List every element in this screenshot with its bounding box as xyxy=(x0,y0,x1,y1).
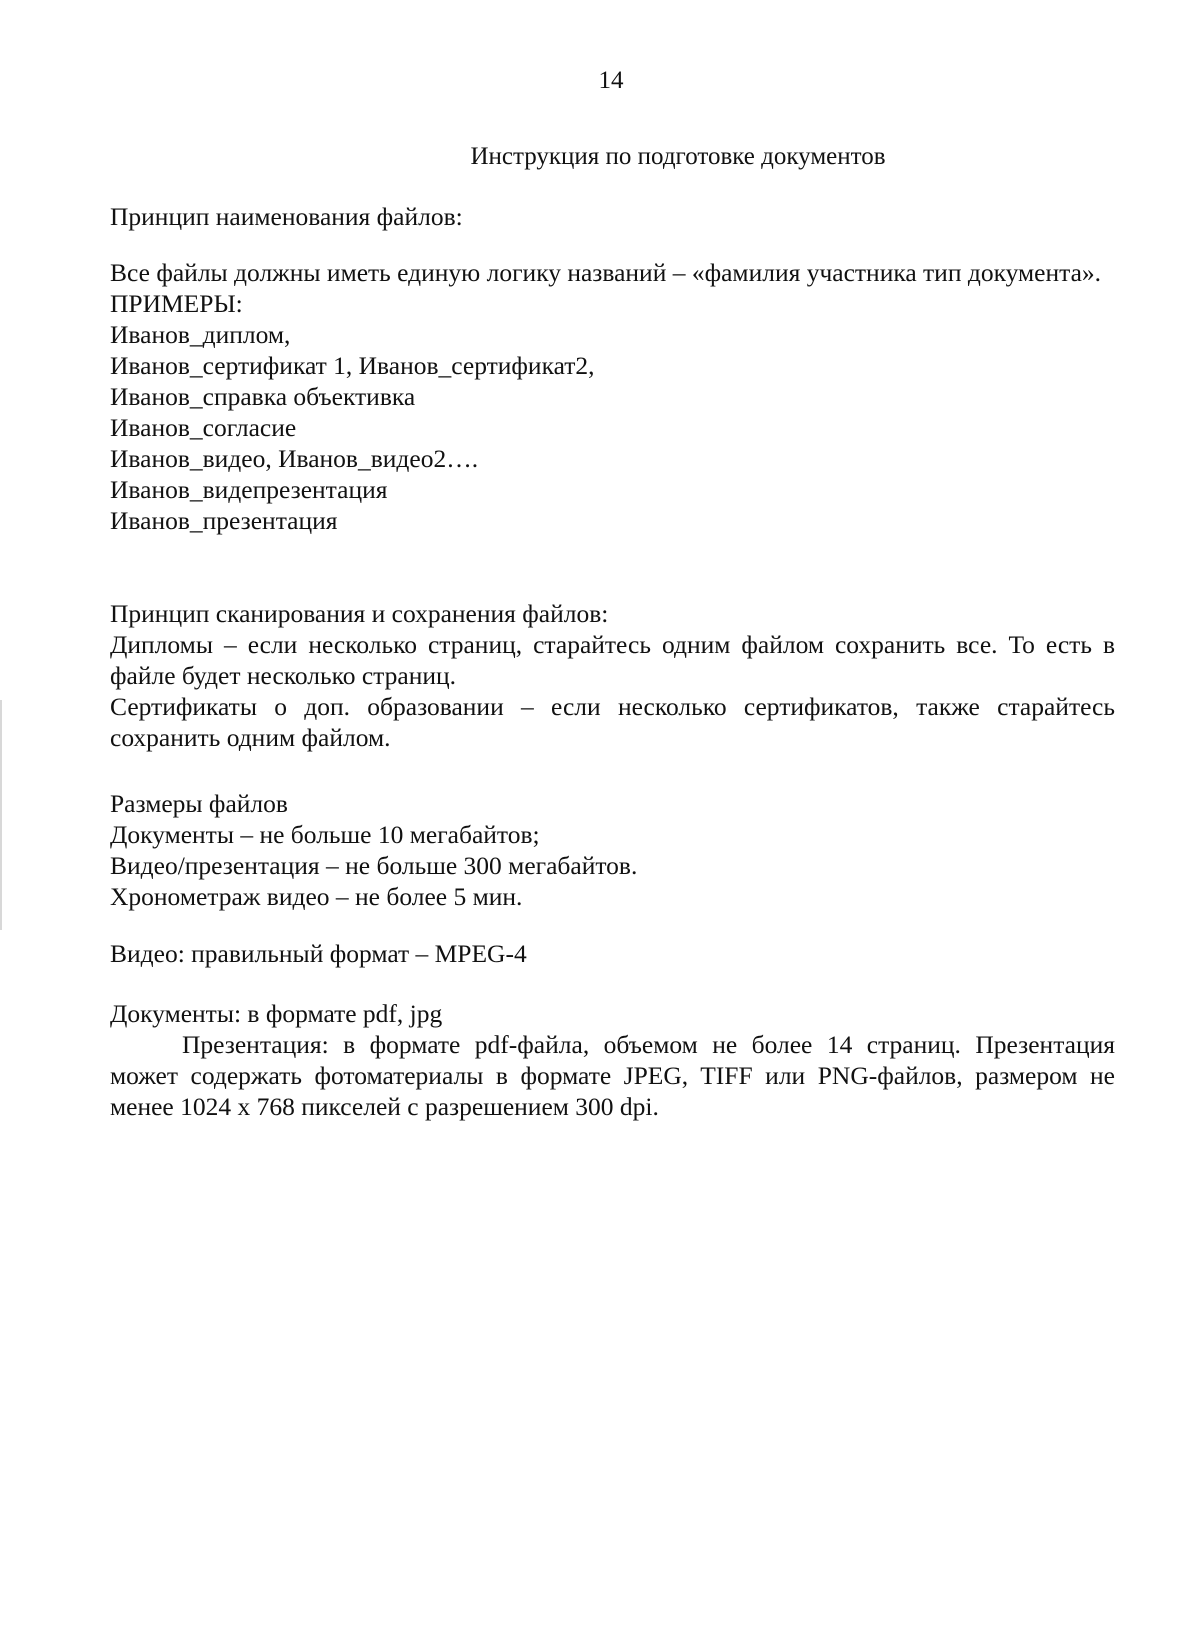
page-number: 14 xyxy=(598,67,624,94)
video-format-section xyxy=(110,938,1115,969)
sizes-section xyxy=(110,788,1115,912)
naming-heading: Принцип наименования файлов: xyxy=(110,202,463,231)
presentation-text: Презентация: в формате pdf-файла, объемом не более 14 страниц. Презентация может содержать фотоматериалы в формате JPEG, TIFF или PNG-файлов, размером не менее 1024 x 768 пикселей с разрешением 300 dpi. xyxy=(110,1030,1115,1121)
scanning-certificates: Сертификаты о доп. образовании – если несколько сертификатов, также старайтесь сохранить одним файлом. xyxy=(110,692,1115,752)
scan-edge-mark xyxy=(0,700,2,930)
naming-rule-block xyxy=(110,257,1115,536)
formats-section xyxy=(110,998,1115,1122)
size-line: Хронометраж видео – не более 5 мин. xyxy=(110,882,523,911)
sizes-heading: Размеры файлов xyxy=(110,789,288,818)
examples-heading: ПРИМЕРЫ: xyxy=(110,289,243,318)
example-item: Иванов_согласие xyxy=(110,413,297,442)
size-line: Видео/презентация – не больше 300 мегабайтов. xyxy=(110,851,638,880)
naming-rule: Все файлы должны иметь единую логику названий – «фамилия участника тип документа». xyxy=(110,258,1102,287)
scanning-heading: Принцип сканирования и сохранения файлов: xyxy=(110,599,609,628)
example-item: Иванов_видепрезентация xyxy=(110,475,388,504)
documents-format: Документы: в формате pdf, jpg xyxy=(110,999,443,1028)
naming-section xyxy=(110,201,1115,232)
example-item: Иванов_сертификат 1, Иванов_сертификат2, xyxy=(110,351,595,380)
example-item: Иванов_презентация xyxy=(110,506,338,535)
video-format: Видео: правильный формат – MPEG-4 xyxy=(110,939,527,968)
example-item: Иванов_справка объективка xyxy=(110,382,416,411)
scanning-diplomas: Дипломы – если несколько страниц, старайтесь одним файлом сохранить все. То есть в файле будет несколько страниц. xyxy=(110,630,1115,690)
size-line: Документы – не больше 10 мегабайтов; xyxy=(110,820,540,849)
scanning-section xyxy=(110,598,1115,753)
example-item: Иванов_видео, Иванов_видео2…. xyxy=(110,444,479,473)
document-title: Инструкция по подготовке документов xyxy=(470,143,886,170)
example-item: Иванов_диплом, xyxy=(110,320,291,349)
